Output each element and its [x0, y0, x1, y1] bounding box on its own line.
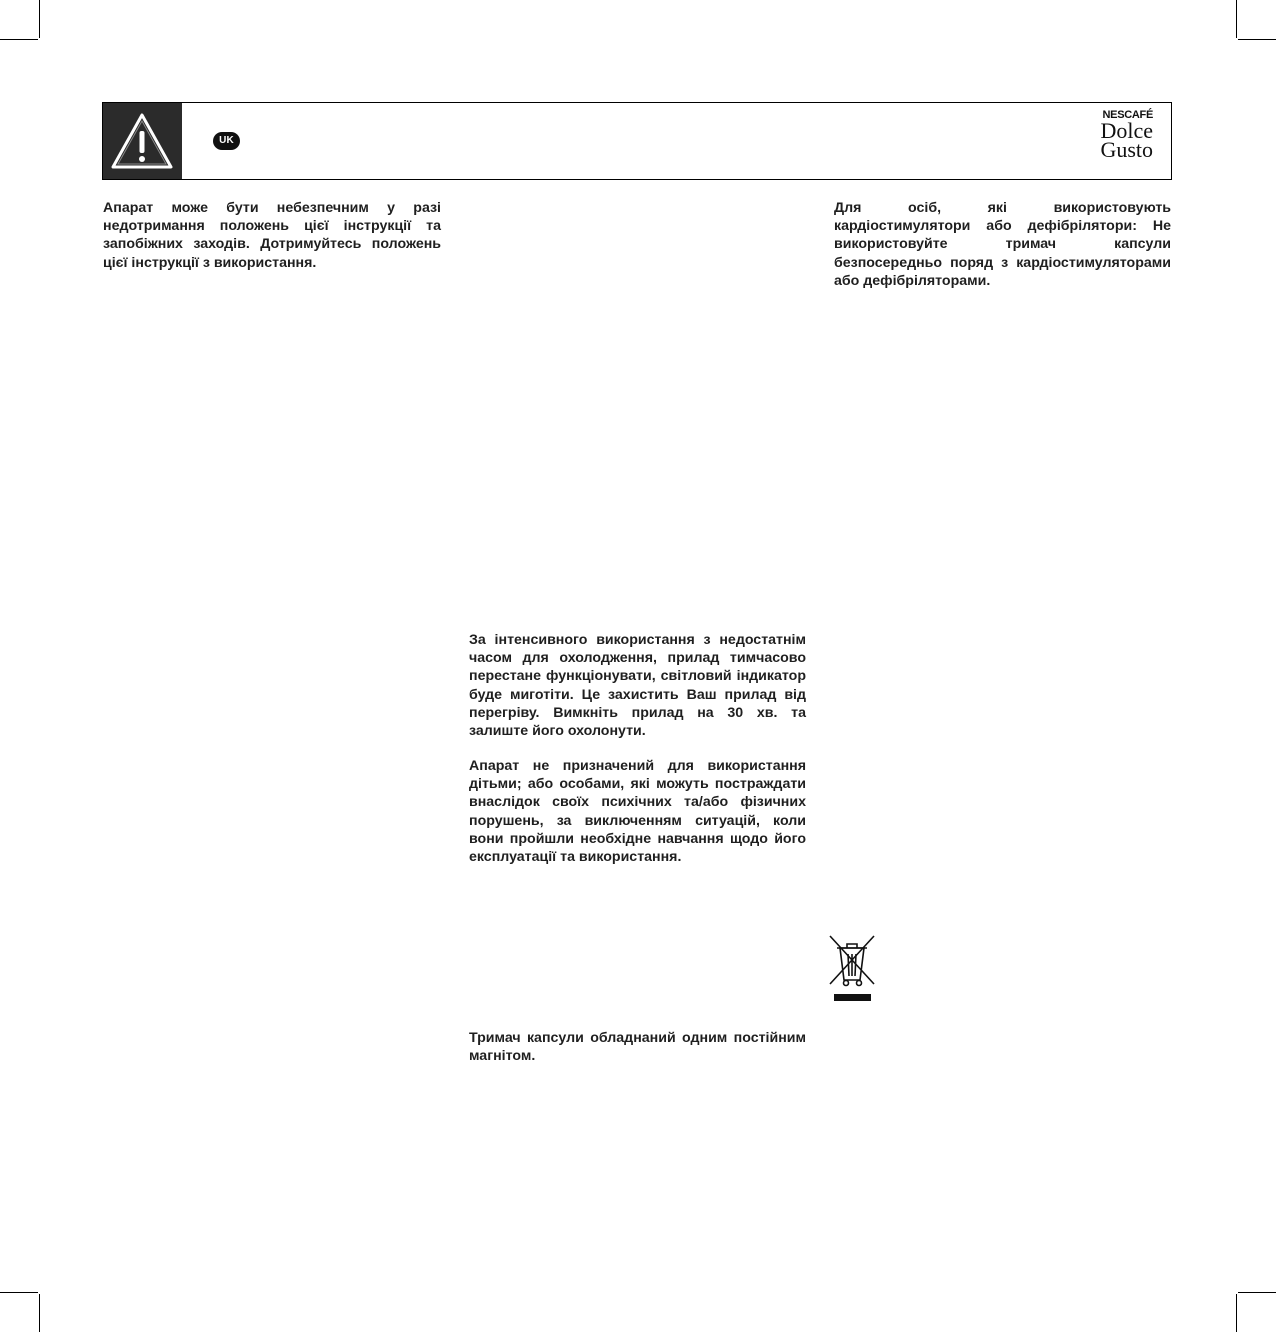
warning-triangle-icon [110, 111, 174, 171]
crop-mark [39, 1294, 40, 1332]
crop-mark [1238, 1292, 1276, 1293]
warning-panel [103, 103, 182, 179]
language-badge: UK [213, 132, 240, 150]
nescafe-dolce-gusto-logo [1087, 109, 1153, 162]
crop-mark [0, 39, 38, 40]
safety-warning-paragraph: Апарат може бути небезпечним у разі недотримання положень цієї інструкції та запобіжних заходів. Дотримуйтесь положень цієї інструкції з використання. [103, 200, 441, 271]
logo-line-1: Dolce [1100, 118, 1153, 143]
children-warning-paragraph: Апарат не призначений для використання дітьми; або особами, які можуть постраждати внаслідок своїх психічних та/або фізичних порушень, за виключенням ситуацій, коли вони пройшли необхідне навчання щодо його експлуатації та використання. [469, 758, 806, 866]
logo-brand: NESCAFÉ [1102, 109, 1153, 121]
page-header [102, 102, 1172, 180]
overheat-paragraph: За інтенсивного використання з недостатнім часом для охолодження, прилад тимчасово перестане функціонувати, світловий індикатор буде миготіти. Це захистить Ваш прилад від перегріву. Вимкніть прилад на 30 хв. та залиште його охолонути. [469, 632, 806, 740]
crop-mark [0, 1292, 38, 1293]
pacemaker-warning-paragraph: Для осіб, які використовують кардіостимулятори або дефібрілятори: Не використовуйте тримач капсули безпосередньо поряд з кардіостимуляторами або дефібріляторами. [834, 200, 1171, 289]
crop-mark [1238, 39, 1276, 40]
logo-line-2: Gusto [1100, 137, 1153, 162]
magnet-paragraph: Тримач капсули обладнаний одним постійним магнітом. [469, 1030, 806, 1065]
crop-mark [1236, 1294, 1237, 1332]
crossed-out-bin-icon [828, 934, 876, 1004]
crop-mark [1236, 0, 1237, 38]
crop-mark [39, 0, 40, 38]
